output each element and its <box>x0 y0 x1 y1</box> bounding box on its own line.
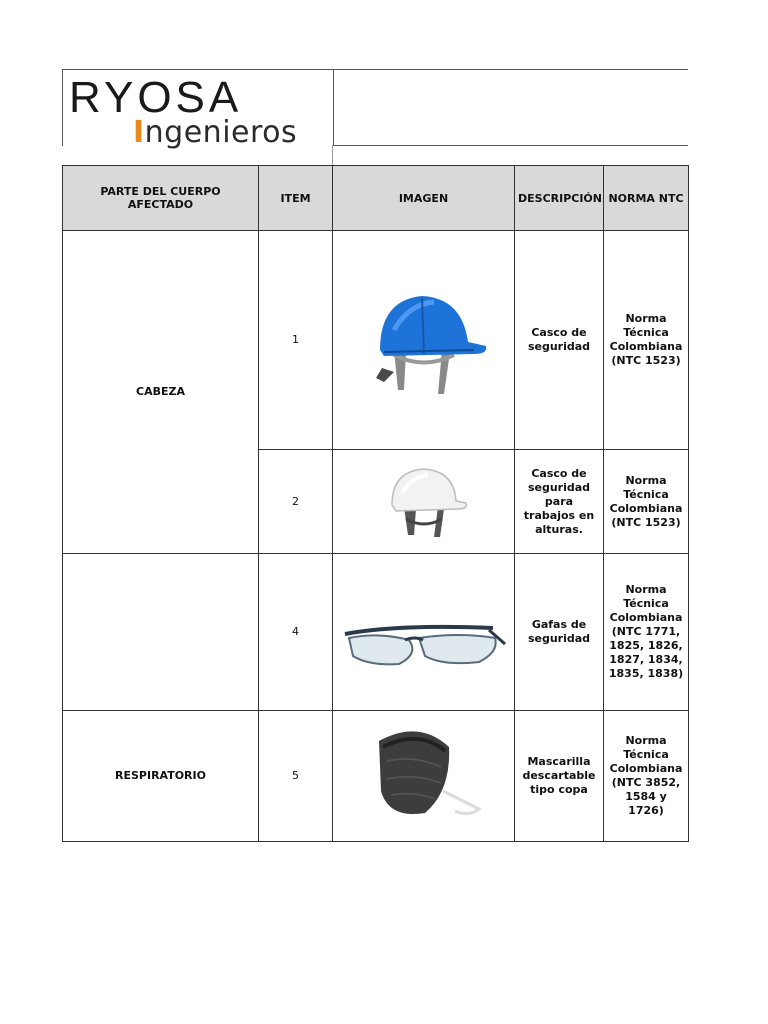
logo-brand: RYOSA <box>69 73 243 122</box>
header-image: IMAGEN <box>333 166 515 231</box>
part-cell-empty <box>63 554 259 711</box>
dust-mask-icon <box>359 721 489 831</box>
item-cell: 4 <box>259 554 333 711</box>
description-cell: Casco de seguridad para trabajos en alturas. <box>515 450 604 554</box>
blue-hard-hat-icon <box>354 270 494 410</box>
description-cell: Gafas de seguridad <box>515 554 604 711</box>
white-hard-hat-icon <box>374 457 474 547</box>
ppe-table <box>62 165 689 842</box>
image-cell <box>333 450 515 554</box>
norm-cell: Norma Técnica Colombiana (NTC 3852, 1584 y 1726) <box>604 711 689 842</box>
image-cell <box>333 231 515 450</box>
item-cell: 5 <box>259 711 333 842</box>
safety-glasses-icon <box>339 582 509 682</box>
item-cell: 2 <box>259 450 333 554</box>
image-cell <box>333 711 515 842</box>
header-description: DESCRIPCIÓN <box>515 166 604 231</box>
table-row <box>63 231 689 450</box>
header-part: PARTE DEL CUERPO AFECTADO <box>63 166 259 231</box>
item-cell: 1 <box>259 231 333 450</box>
table-header-row <box>63 166 689 231</box>
logo <box>62 69 334 150</box>
norm-cell: Norma Técnica Colombiana (NTC 1523) <box>604 450 689 554</box>
logo-sub-initial: I <box>133 115 145 150</box>
part-cell-respiratorio: RESPIRATORIO <box>63 711 259 842</box>
document-header <box>62 69 688 166</box>
logo-subtitle <box>133 115 298 150</box>
part-cell-cabeza: CABEZA <box>63 231 259 554</box>
header-item: ITEM <box>259 166 333 231</box>
header-norm: NORMA NTC <box>604 166 689 231</box>
logo-sub-rest: ngenieros <box>144 115 298 150</box>
header-top-border <box>332 69 688 70</box>
header-mid-border <box>332 145 688 146</box>
table-row <box>63 711 689 842</box>
description-cell: Casco de seguridad <box>515 231 604 450</box>
description-cell: Mascarilla descartable tipo copa <box>515 711 604 842</box>
header-divider <box>332 145 333 166</box>
norm-cell: Norma Técnica Colombiana (NTC 1523) <box>604 231 689 450</box>
table-row <box>63 554 689 711</box>
norm-cell: Norma Técnica Colombiana (NTC 1771, 1825, 1826, 1827, 1834, 1835, 1838) <box>604 554 689 711</box>
image-cell <box>333 554 515 711</box>
